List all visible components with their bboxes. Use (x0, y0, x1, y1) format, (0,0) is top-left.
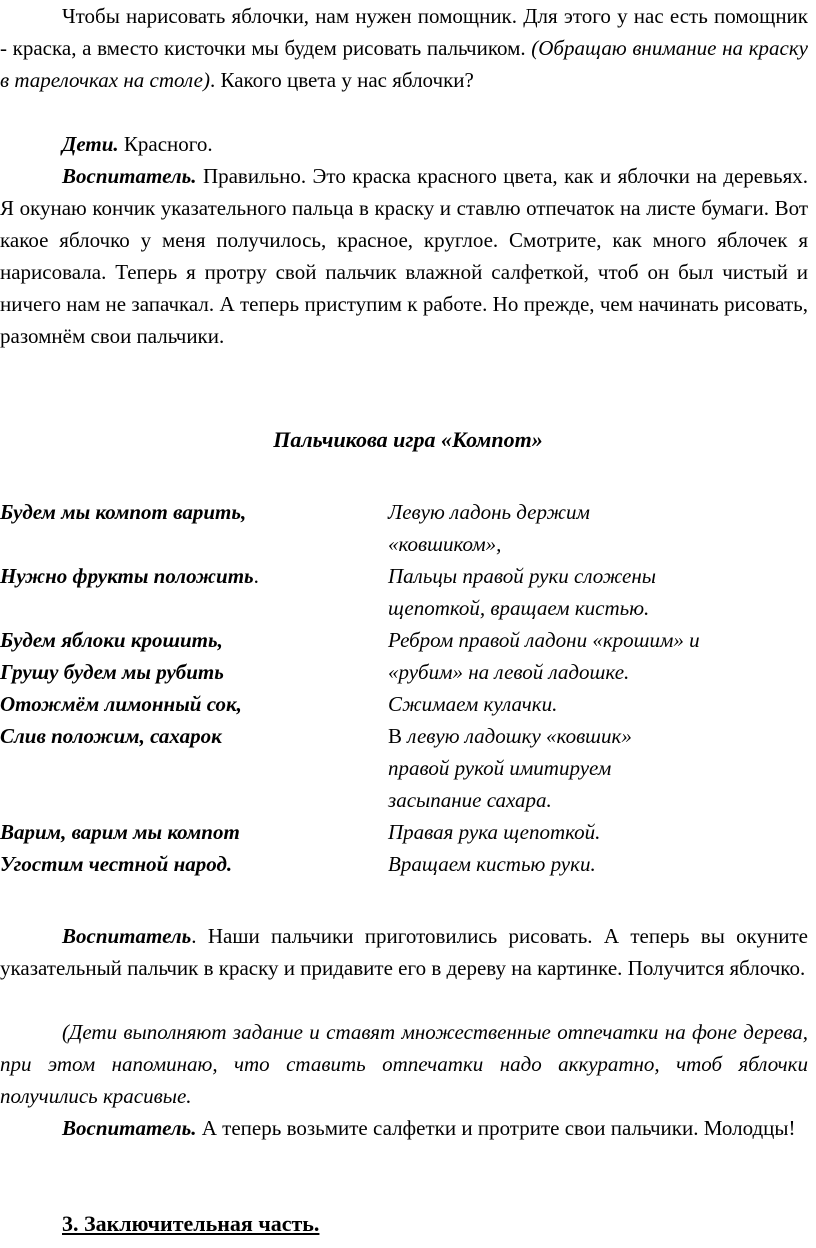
paragraph-teacher-3 (0, 1112, 816, 1144)
poem-instruction: щепоткой, вращаем кистью. (388, 596, 650, 620)
poem-instruction: Вращаем кистью руки. (388, 852, 596, 876)
poem-row (0, 752, 816, 784)
poem-line (0, 560, 259, 592)
intro-italic-note: (Обращаю внимание на краску в тарелочках на столе) (0, 36, 808, 92)
poem-row (0, 784, 816, 816)
paragraph-teacher-2 (0, 920, 816, 984)
poem-instruction (388, 720, 632, 752)
poem-line-tail: . (253, 564, 259, 588)
poem-instruction: правой рукой имитируем (388, 756, 612, 780)
poem-instruction: Правая рука щепоткой. (388, 820, 601, 844)
paragraph-intro (0, 0, 816, 96)
poem-instruction-text: левую ладошку «ковшик» (402, 724, 632, 748)
speaker-children: Дети. (62, 132, 119, 156)
poem-instruction-plain: В (388, 724, 403, 748)
poem-row (0, 816, 816, 848)
poem-line: Будем яблоки крошить, (0, 628, 223, 652)
finger-game-poem (0, 496, 816, 880)
children-answer-text: Красного. (118, 132, 213, 156)
poem-line: Слив положим, сахарок (0, 724, 222, 748)
intro-question: . Какого цвета у нас яблочки? (209, 68, 474, 92)
poem-instruction: Сжимаем кулачки. (388, 692, 558, 716)
speaker-teacher: Воспитатель. (62, 1116, 197, 1140)
poem-line: Варим, варим мы компот (0, 820, 240, 844)
poem-instruction: Левую ладонь держим (388, 500, 590, 524)
poem-line: Грушу будем мы рубить (0, 660, 224, 684)
paragraph-teacher-1 (0, 160, 816, 352)
poem-line: Угостим честной народ. (0, 852, 233, 876)
section-heading: 3. Заключительная часть. (62, 1211, 320, 1236)
poem-row (0, 656, 816, 688)
paragraph-children-action (0, 1016, 816, 1112)
poem-row (0, 688, 816, 720)
poem-row (0, 560, 816, 592)
poem-line: Отожмём лимонный сок, (0, 692, 242, 716)
poem-row (0, 848, 816, 880)
poem-line-text: Нужно фрукты положить (0, 564, 254, 588)
intro-text: Чтобы нарисовать яблочки, нам нужен помощник. Для этого у нас есть помощник - краска, а вместо кисточки мы будем рисовать пальчиком. (0, 4, 808, 60)
poem-line: Будем мы компот варить, (0, 500, 247, 524)
paragraph-children-answer (0, 128, 816, 160)
speaker-teacher: Воспитатель. (62, 164, 197, 188)
poem-row (0, 496, 816, 528)
poem-instruction: засыпание сахара. (388, 788, 552, 812)
children-action-text: (Дети выполняют задание и ставят множественные отпечатки на фоне дерева, при этом напоминаю, что ставить отпечатки надо аккуратно, чтоб яблочки получились красивые. (0, 1020, 808, 1108)
game-title: Пальчикова игра «Компот» (273, 427, 543, 452)
poem-instruction: Ребром правой ладони «крошим» и (388, 628, 700, 652)
teacher-text: Правильно. Это краска красного цвета, как и яблочки на деревьях. Я окунаю кончик указательного пальца в краску и ставлю отпечаток на листе бумаги. Вот какое яблочко у меня получилось, красное, круглое. Смотрите, как много яблочек я нарисовала. Теперь я протру свой пальчик влажной салфеткой, чтоб он был чистый и ничего нам не запачкал. А теперь приступим к работе. Но прежде, чем начинать рисовать, разомнём свои пальчики. (0, 164, 808, 348)
poem-row (0, 592, 816, 624)
poem-instruction: Пальцы правой руки сложены (388, 564, 656, 588)
poem-row (0, 528, 816, 560)
poem-row (0, 624, 816, 656)
teacher-text: А теперь возьмите салфетки и протрите свои пальчики. Молодцы! (196, 1116, 796, 1140)
poem-row (0, 720, 816, 752)
speaker-teacher: Воспитатель (62, 924, 192, 948)
poem-instruction: «рубим» на левой ладошке. (388, 660, 630, 684)
teacher-text: . Наши пальчики приготовились рисовать. А теперь вы окуните указательный пальчик в краску и придавите его в дереву на картинке. Получится яблочко. (0, 924, 808, 980)
poem-instruction: «ковшиком», (388, 532, 502, 556)
